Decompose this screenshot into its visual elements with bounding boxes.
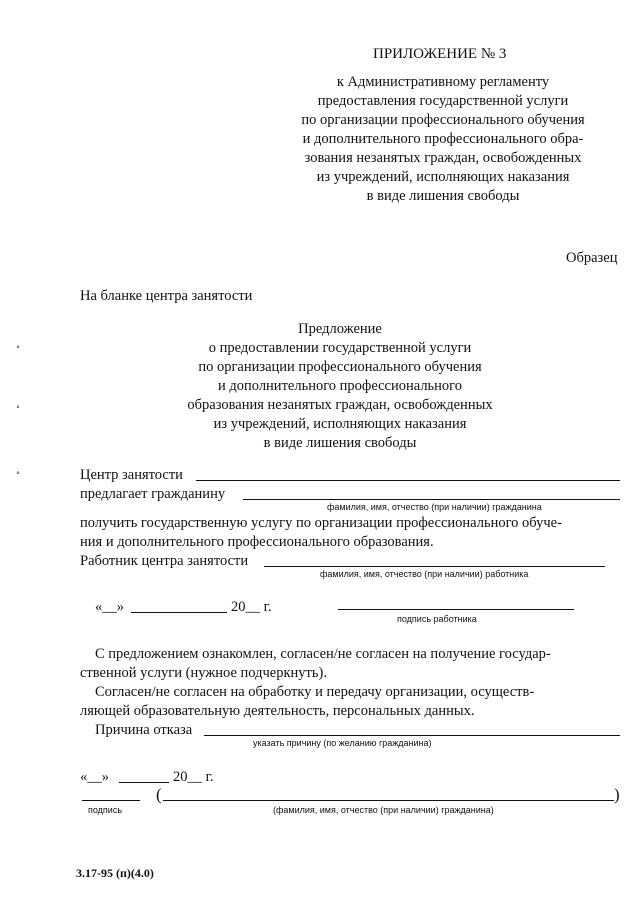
refusal-label: Причина отказа	[95, 722, 193, 738]
scan-speck: ˚	[16, 343, 20, 357]
appendix-description	[278, 73, 608, 206]
appendix-line: в виде лишения свободы	[366, 188, 520, 204]
date-year: 20__ г.	[173, 769, 214, 785]
appendix-line: из учреждений, исполняющих наказания	[316, 169, 570, 185]
appendix-line: по организации профессионального обучения	[301, 112, 585, 128]
citizen-name-caption: фамилия, имя, отчество (при наличии) гражданина	[327, 502, 542, 512]
offer-line: в виде лишения свободы	[263, 435, 417, 451]
worker-name-caption: фамилия, имя, отчество (при наличии) работника	[320, 569, 529, 579]
offer-title	[160, 320, 520, 453]
offer-line: и дополнительного профессионального	[217, 378, 463, 394]
offer-line: о предоставлении государственной услуги	[208, 340, 472, 356]
offer-line: по организации профессионального обучения	[198, 359, 482, 375]
worker-label: Работник центра занятости	[80, 553, 249, 569]
appendix-line: и дополнительного профессионального обра-	[302, 131, 584, 147]
signature-caption: подпись	[88, 805, 123, 815]
center-label: Центр занятости	[80, 467, 183, 483]
scan-speck: ˚	[16, 469, 20, 483]
offer-line: Предложение	[298, 321, 382, 337]
worker-signature-caption: подпись работника	[397, 614, 477, 624]
paren-open: (	[156, 785, 162, 804]
offer-line: образования незанятых граждан, освобожденных	[187, 397, 493, 413]
appendix-line: к Административному регламенту	[336, 74, 550, 90]
center-name-field[interactable]	[196, 480, 620, 481]
date-year: 20__ г.	[231, 599, 272, 615]
citizen-fullname-caption: (фамилия, имя, отчество (при наличии) гражданина)	[273, 805, 494, 815]
sample-label: Образец	[566, 250, 618, 266]
consent-text-line: ственной услуги (нужное подчеркнуть).	[80, 665, 327, 681]
service-text-line: ния и дополнительного профессионального образования.	[80, 534, 434, 550]
worker-signature-field[interactable]	[338, 609, 574, 610]
worker-name-field[interactable]	[264, 566, 605, 567]
appendix-line: зования незанятых граждан, освобожденных	[304, 150, 582, 166]
form-code: 3.17-95 (п)(4.0)	[76, 866, 154, 880]
citizen-fullname-field[interactable]	[163, 800, 614, 801]
appendix-line: предоставления государственной услуги	[317, 93, 569, 109]
offers-label: предлагает гражданину	[80, 486, 226, 502]
letterhead-note: На бланке центра занятости	[80, 288, 253, 304]
service-text-line: получить государственную услугу по организации профессионального обуче-	[80, 515, 562, 531]
date-month-field[interactable]	[119, 782, 169, 783]
paren-close: )	[614, 785, 620, 804]
consent-text-line: С предложением ознакомлен, согласен/не согласен на получение государ-	[95, 646, 551, 662]
citizen-signature-field[interactable]	[82, 800, 140, 801]
date-day-quote: «__»	[80, 769, 109, 785]
scan-speck: ˚	[16, 403, 20, 417]
consent-text-line: ляющей образовательную деятельность, персональных данных.	[80, 703, 475, 719]
refusal-reason-field[interactable]	[204, 735, 620, 736]
offer-line: из учреждений, исполняющих наказания	[213, 416, 467, 432]
consent-text-line: Согласен/не согласен на обработку и передачу организации, осуществ-	[95, 684, 535, 700]
date-month-field[interactable]	[131, 612, 227, 613]
citizen-name-field[interactable]	[243, 499, 620, 500]
refusal-caption: указать причину (по желанию гражданина)	[253, 738, 432, 748]
appendix-title: ПРИЛОЖЕНИЕ № 3	[373, 46, 507, 62]
date-day-quote: «__»	[95, 599, 124, 615]
